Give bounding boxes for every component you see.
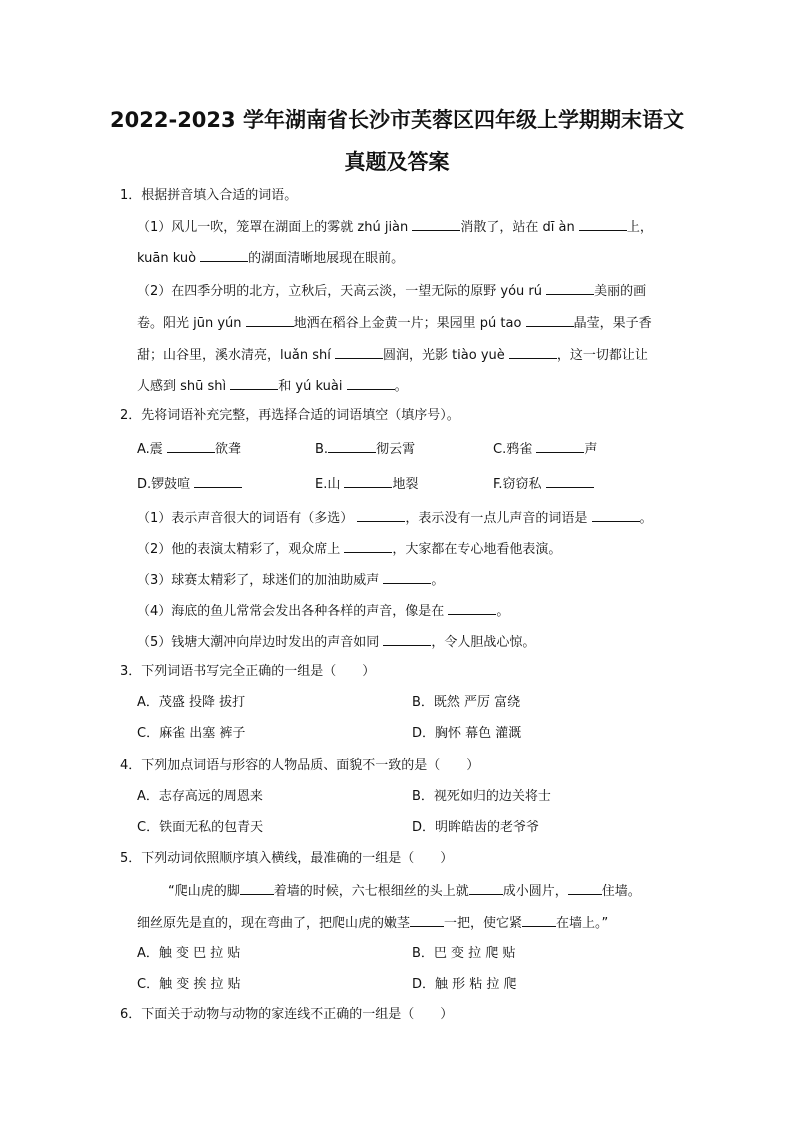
q5-option-d[interactable]: D．触 形 粘 拉 爬 (412, 977, 517, 992)
q5-option-b[interactable]: B．巴 变 拉 爬 贴 (412, 946, 516, 961)
q2-sub2: （2）他的表演太精彩了，观众席上 ，大家都在专心地看他表演。 (137, 538, 561, 560)
answer-blank[interactable] (579, 216, 627, 231)
q1-p2-line3: 甜；山谷里，溪水清亮，luǎn shí 圆润，光影 tiào yuè ，这一切都让让 (137, 344, 648, 366)
q1-p1-line1: （1）风儿一吹，笼罩在湖面上的雾就 zhú jiàn 消散了，站在 dī àn 上， (137, 216, 653, 238)
answer-blank[interactable] (383, 631, 431, 646)
q4-option-d[interactable]: D．明眸皓齿的老爷爷 (412, 820, 540, 835)
q4-stem: 4．下列加点词语与形容的人物品质、面貌不一致的是（ ） (120, 758, 480, 773)
q5-passage-line2: 细丝原先是直的，现在弯曲了，把爬山虎的嫩茎 一把，使它紧 在墙上。” (137, 912, 608, 934)
q4-option-a[interactable]: A．志存高远的周恩来 (137, 789, 263, 804)
answer-blank[interactable] (344, 538, 392, 553)
answer-blank[interactable] (230, 375, 278, 390)
q2-option-f: F.窃窃私 (493, 473, 594, 495)
answer-blank[interactable] (240, 880, 274, 895)
answer-blank[interactable] (357, 507, 405, 522)
q5-passage-line1: “爬山虎的脚 着墙的时候，六七根细丝的头上就 成小圆片， 住墙。 (168, 880, 641, 902)
q1-p2-line2: 卷。阳光 jūn yún 地洒在稻谷上金黄一片；果园里 pú tao 晶莹，果子香 (137, 312, 652, 334)
q5-option-c[interactable]: C．触 变 挨 拉 贴 (137, 977, 241, 992)
answer-blank[interactable] (522, 912, 556, 927)
q5-option-a[interactable]: A．触 变 巴 拉 贴 (137, 946, 241, 961)
q2-option-b: B. 彻云霄 (315, 438, 415, 460)
answer-blank[interactable] (335, 344, 383, 359)
q2-stem: 2．先将词语补充完整，再选择合适的词语填空（填序号）。 (120, 408, 460, 423)
q3-option-c[interactable]: C．麻雀 出塞 裤子 (137, 726, 246, 741)
q2-option-a: A.震 欲聋 (137, 438, 241, 460)
answer-blank[interactable] (469, 880, 503, 895)
q6-stem: 6．下面关于动物与动物的家连线不正确的一组是（ ） (120, 1007, 454, 1022)
q3-option-d[interactable]: D．胸怀 幕色 灌溉 (412, 726, 522, 741)
answer-blank[interactable] (412, 216, 460, 231)
q2-option-e: E.山 地裂 (315, 473, 419, 495)
answer-blank[interactable] (568, 880, 602, 895)
answer-blank[interactable] (536, 438, 584, 453)
answer-blank[interactable] (526, 312, 574, 327)
q1-p2-line1: （2）在四季分明的北方，立秋后，天高云淡，一望无际的原野 yóu rú 美丽的画 (137, 280, 646, 302)
answer-blank[interactable] (509, 344, 557, 359)
answer-blank[interactable] (410, 912, 444, 927)
q2-sub4: （4）海底的鱼儿常常会发出各种各样的声音，像是在 。 (137, 600, 509, 622)
q3-stem: 3．下列词语书写完全正确的一组是（ ） (120, 664, 376, 679)
answer-blank[interactable] (383, 569, 431, 584)
q3-option-b[interactable]: B．既然 严厉 富绕 (412, 695, 521, 710)
page-title-line2: 真题及答案 (344, 150, 450, 174)
q1-stem: 1．根据拼音填入合适的词语。 (120, 188, 298, 203)
q4-option-b[interactable]: B．视死如归的边关将士 (412, 789, 551, 804)
answer-blank[interactable] (546, 280, 594, 295)
answer-blank[interactable] (167, 438, 215, 453)
answer-blank[interactable] (328, 438, 376, 453)
answer-blank[interactable] (448, 600, 496, 615)
q1-p2-line4: 人感到 shū shì 和 yú kuài 。 (137, 375, 408, 397)
q2-sub1: （1）表示声音很大的词语有（多选） ，表示没有一点儿声音的词语是 。 (137, 507, 653, 529)
answer-blank[interactable] (592, 507, 640, 522)
answer-blank[interactable] (546, 473, 594, 488)
q4-option-c[interactable]: C．铁面无私的包青天 (137, 820, 264, 835)
q2-option-c: C.鸦雀 声 (493, 438, 597, 460)
q3-option-a[interactable]: A．茂盛 投降 拔打 (137, 695, 246, 710)
q2-option-d: D.锣鼓喧 (137, 473, 242, 495)
answer-blank[interactable] (246, 312, 294, 327)
q5-stem: 5．下列动词依照顺序填入横线，最准确的一组是（ ） (120, 851, 454, 866)
answer-blank[interactable] (200, 247, 248, 262)
q2-sub5: （5）钱塘大潮冲向岸边时发出的声音如同 ，令人胆战心惊。 (137, 631, 535, 653)
q2-sub3: （3）球赛太精彩了，球迷们的加油助威声 。 (137, 569, 444, 591)
answer-blank[interactable] (194, 473, 242, 488)
page-title: 2022-2023 学年湖南省长沙市芙蓉区四年级上学期期末语文 (110, 108, 684, 132)
answer-blank[interactable] (344, 473, 392, 488)
answer-blank[interactable] (347, 375, 395, 390)
q1-p1-line2: kuān kuò 的湖面清晰地展现在眼前。 (137, 247, 404, 269)
